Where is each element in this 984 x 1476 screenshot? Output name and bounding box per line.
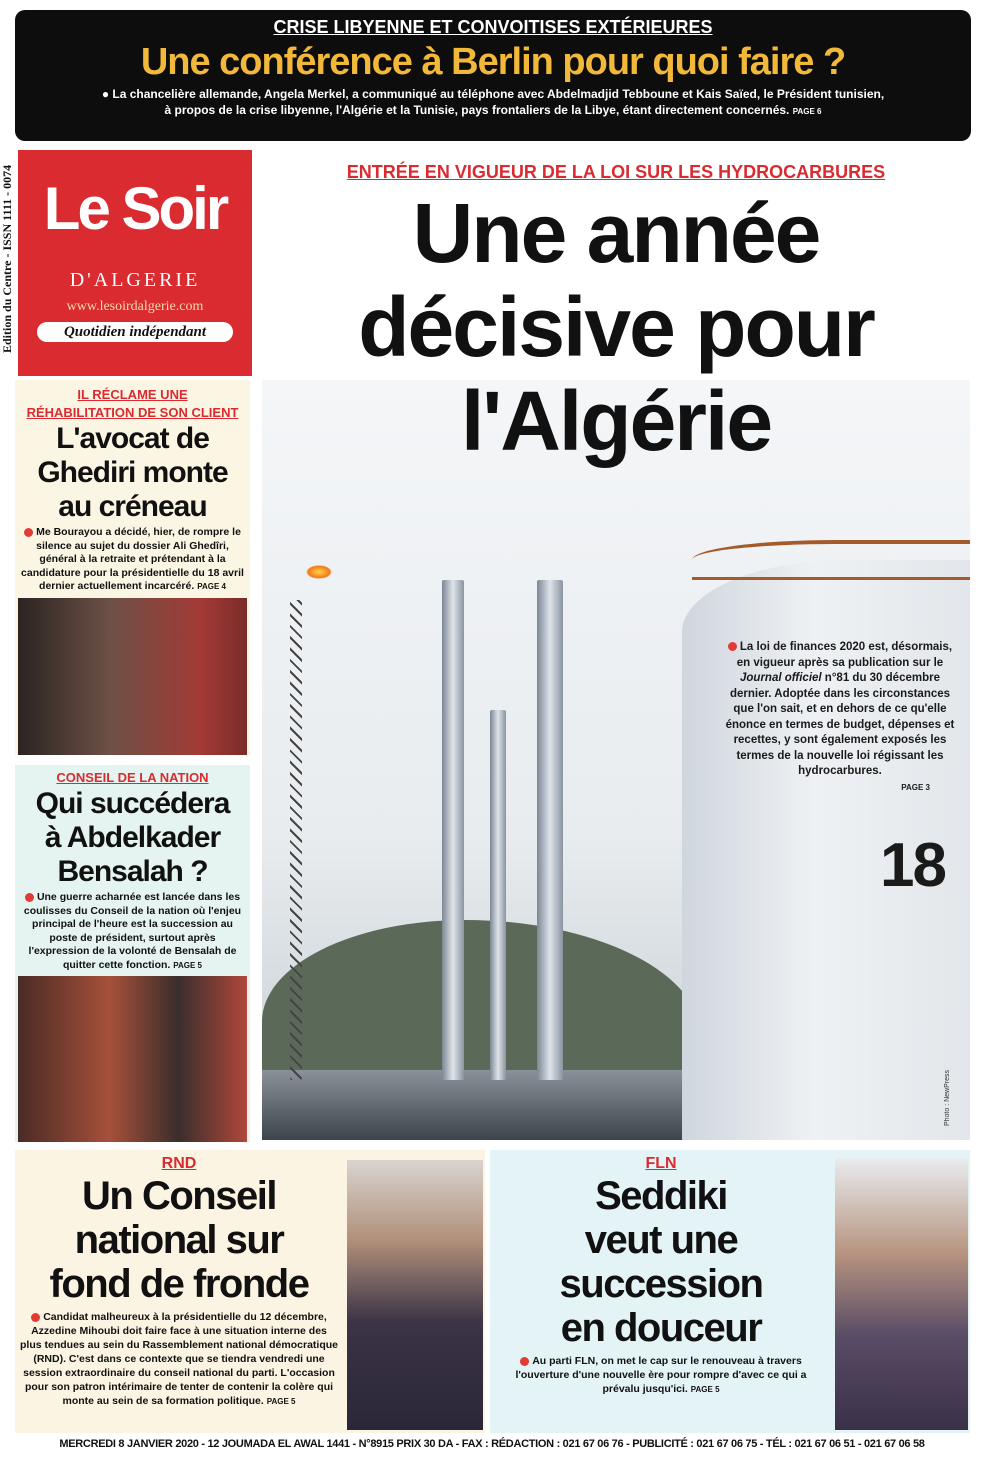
bullet-icon [31,1313,40,1322]
edition-note: Edition du Centre - ISSN 1111 - 0074 [0,164,14,354]
side-story-text: Me Bourayou a décidé, hier, de rompre le silence au sujet du dossier Ali Ghedîri, général à la retraite et prétendant à la candidature pour la présidentielle du 18 avril dernier actuellement incarcéré. PAGE 4 [21,526,244,592]
masthead-name: Le Soir [43,175,227,242]
bottom-story-headline: Un Conseil national sur fond de fronde [49,1174,309,1306]
side-story-headline: L'avocat de Ghediri monte au créneau [37,422,228,523]
page-ref: PAGE 5 [266,1397,296,1406]
bullet-icon [520,1357,529,1366]
side-story-kicker: IL RÉCLAME UNE RÉHABILITATION DE SON CLIENT [26,387,239,420]
page-ref: PAGE 6 [792,107,822,116]
flare-tower [290,600,302,1080]
bottom-story-rnd [15,1150,485,1433]
bullet-icon [24,528,33,537]
top-story-kicker: CRISE LIBYENNE ET CONVOITISES EXTÉRIEURES [273,17,713,37]
page-ref: PAGE 5 [690,1385,720,1394]
main-story-caption: La loi de finances 2020 est, désormais, en vigueur après sa publication sur le Journal officiel n°81 du 30 décembre dernier. Adoptée dans les circonstances que l'on sait, et en dehors de ce qu'elle énonce en termes de budget, dépenses et recettes, y sont également exposés les termes de la nouvelle loi régissant les hydrocarbures. PAGE 3 [720,640,960,795]
masthead-url: www.lesoirdalgerie.com [66,299,204,314]
side-story-bensalah [15,765,250,1142]
portrait-photo [18,598,247,756]
main-story-kicker: ENTRÉE EN VIGUEUR DE LA LOI SUR LES HYDROCARBURES [346,162,886,182]
main-story-header [262,160,970,468]
page-ref: PAGE 4 [197,582,226,591]
flame-icon [306,565,332,579]
side-story-kicker: CONSEIL DE LA NATION [56,770,209,785]
bottom-story-text: Candidat malheureux à la présidentielle du 12 décembre, Azzedine Mihoubi doit faire face à une situation interne des plus tendues au sein du Rassemblement national démocratique (RND). C'est dans ce contexte que se tiendra vendredi une session extraordinaire du conseil national du parti. L'occasion pour son patron intérimaire de tenter de contenir la colère qui monte au sein de sa formation politique. PAGE 5 [20,1311,338,1407]
page-ref: PAGE 5 [173,960,202,970]
portrait-photo [347,1160,483,1430]
side-story-text: Une guerre acharnée est lancée dans les coulisses du Conseil de la nation où l'enjeu principal de l'heure est la succession au poste de président, surtout après l'expression de la volonté de Bensalah de quitter cette fonction. PAGE 5 [23,891,242,971]
footer-info: MERCREDI 8 JANVIER 2020 - 12 JOUMADA EL AWAL 1441 - N°8915 PRIX 30 DA - FAX : RÉDACTION : 021 67 06 76 - PUBLICITÉ : 021 67 06 75 - TÉL : 021 67 06 51 - 021 67 06 58 [59,1438,925,1450]
tank-number: 18 [880,831,945,900]
photo-credit: Photo : NewPress [944,1070,951,1127]
side-story-ghediri [15,380,250,755]
bullet-icon [25,893,34,902]
main-story-headline: Une année décisive pour l'Algérie [358,186,874,468]
top-story-headline: Une conférence à Berlin pour quoi faire ? [140,41,846,83]
chimney [490,710,506,1080]
top-story-banner [15,10,971,141]
masthead-tagline: Quotidien indépendant [37,322,233,342]
chimney [442,580,464,1080]
bottom-story-text: Au parti FLN, on met le cap sur le renouveau à travers l'ouverture d'une nouvelle ère pour rompre d'avec ce qui a prévalu jusqu'ici. PAGE 5 [515,1355,807,1395]
portrait-photo [835,1158,968,1430]
side-story-headline: Qui succédera à Abdelkader Bensalah ? [35,787,230,888]
page-ref: PAGE 3 [901,782,930,792]
plant-ground [262,1070,702,1140]
chimney [537,580,563,1080]
masthead-subtitle: D'ALGERIE [69,269,201,291]
bottom-story-fln [490,1150,970,1433]
bottom-story-headline: Seddiki veut une succession en douceur [559,1174,763,1350]
bullet-icon: ● [101,87,113,101]
tank-railing [692,540,970,580]
portrait-photo [18,976,247,1142]
bottom-story-kicker: RND [161,1155,197,1172]
top-story-lede: ● La chancelière allemande, Angela Merkel, a communiqué au téléphone avec Abdelmadjid Tebboune et Kais Saïed, le Président tunisien, à propos de la crise libyenne, l'Algérie et la Tunisie, pays frontaliers de la Libye, étant directement concernés. PAGE 6 [101,87,885,117]
bullet-icon [728,642,737,651]
bottom-story-kicker: FLN [645,1155,677,1172]
masthead-logo [18,150,252,376]
